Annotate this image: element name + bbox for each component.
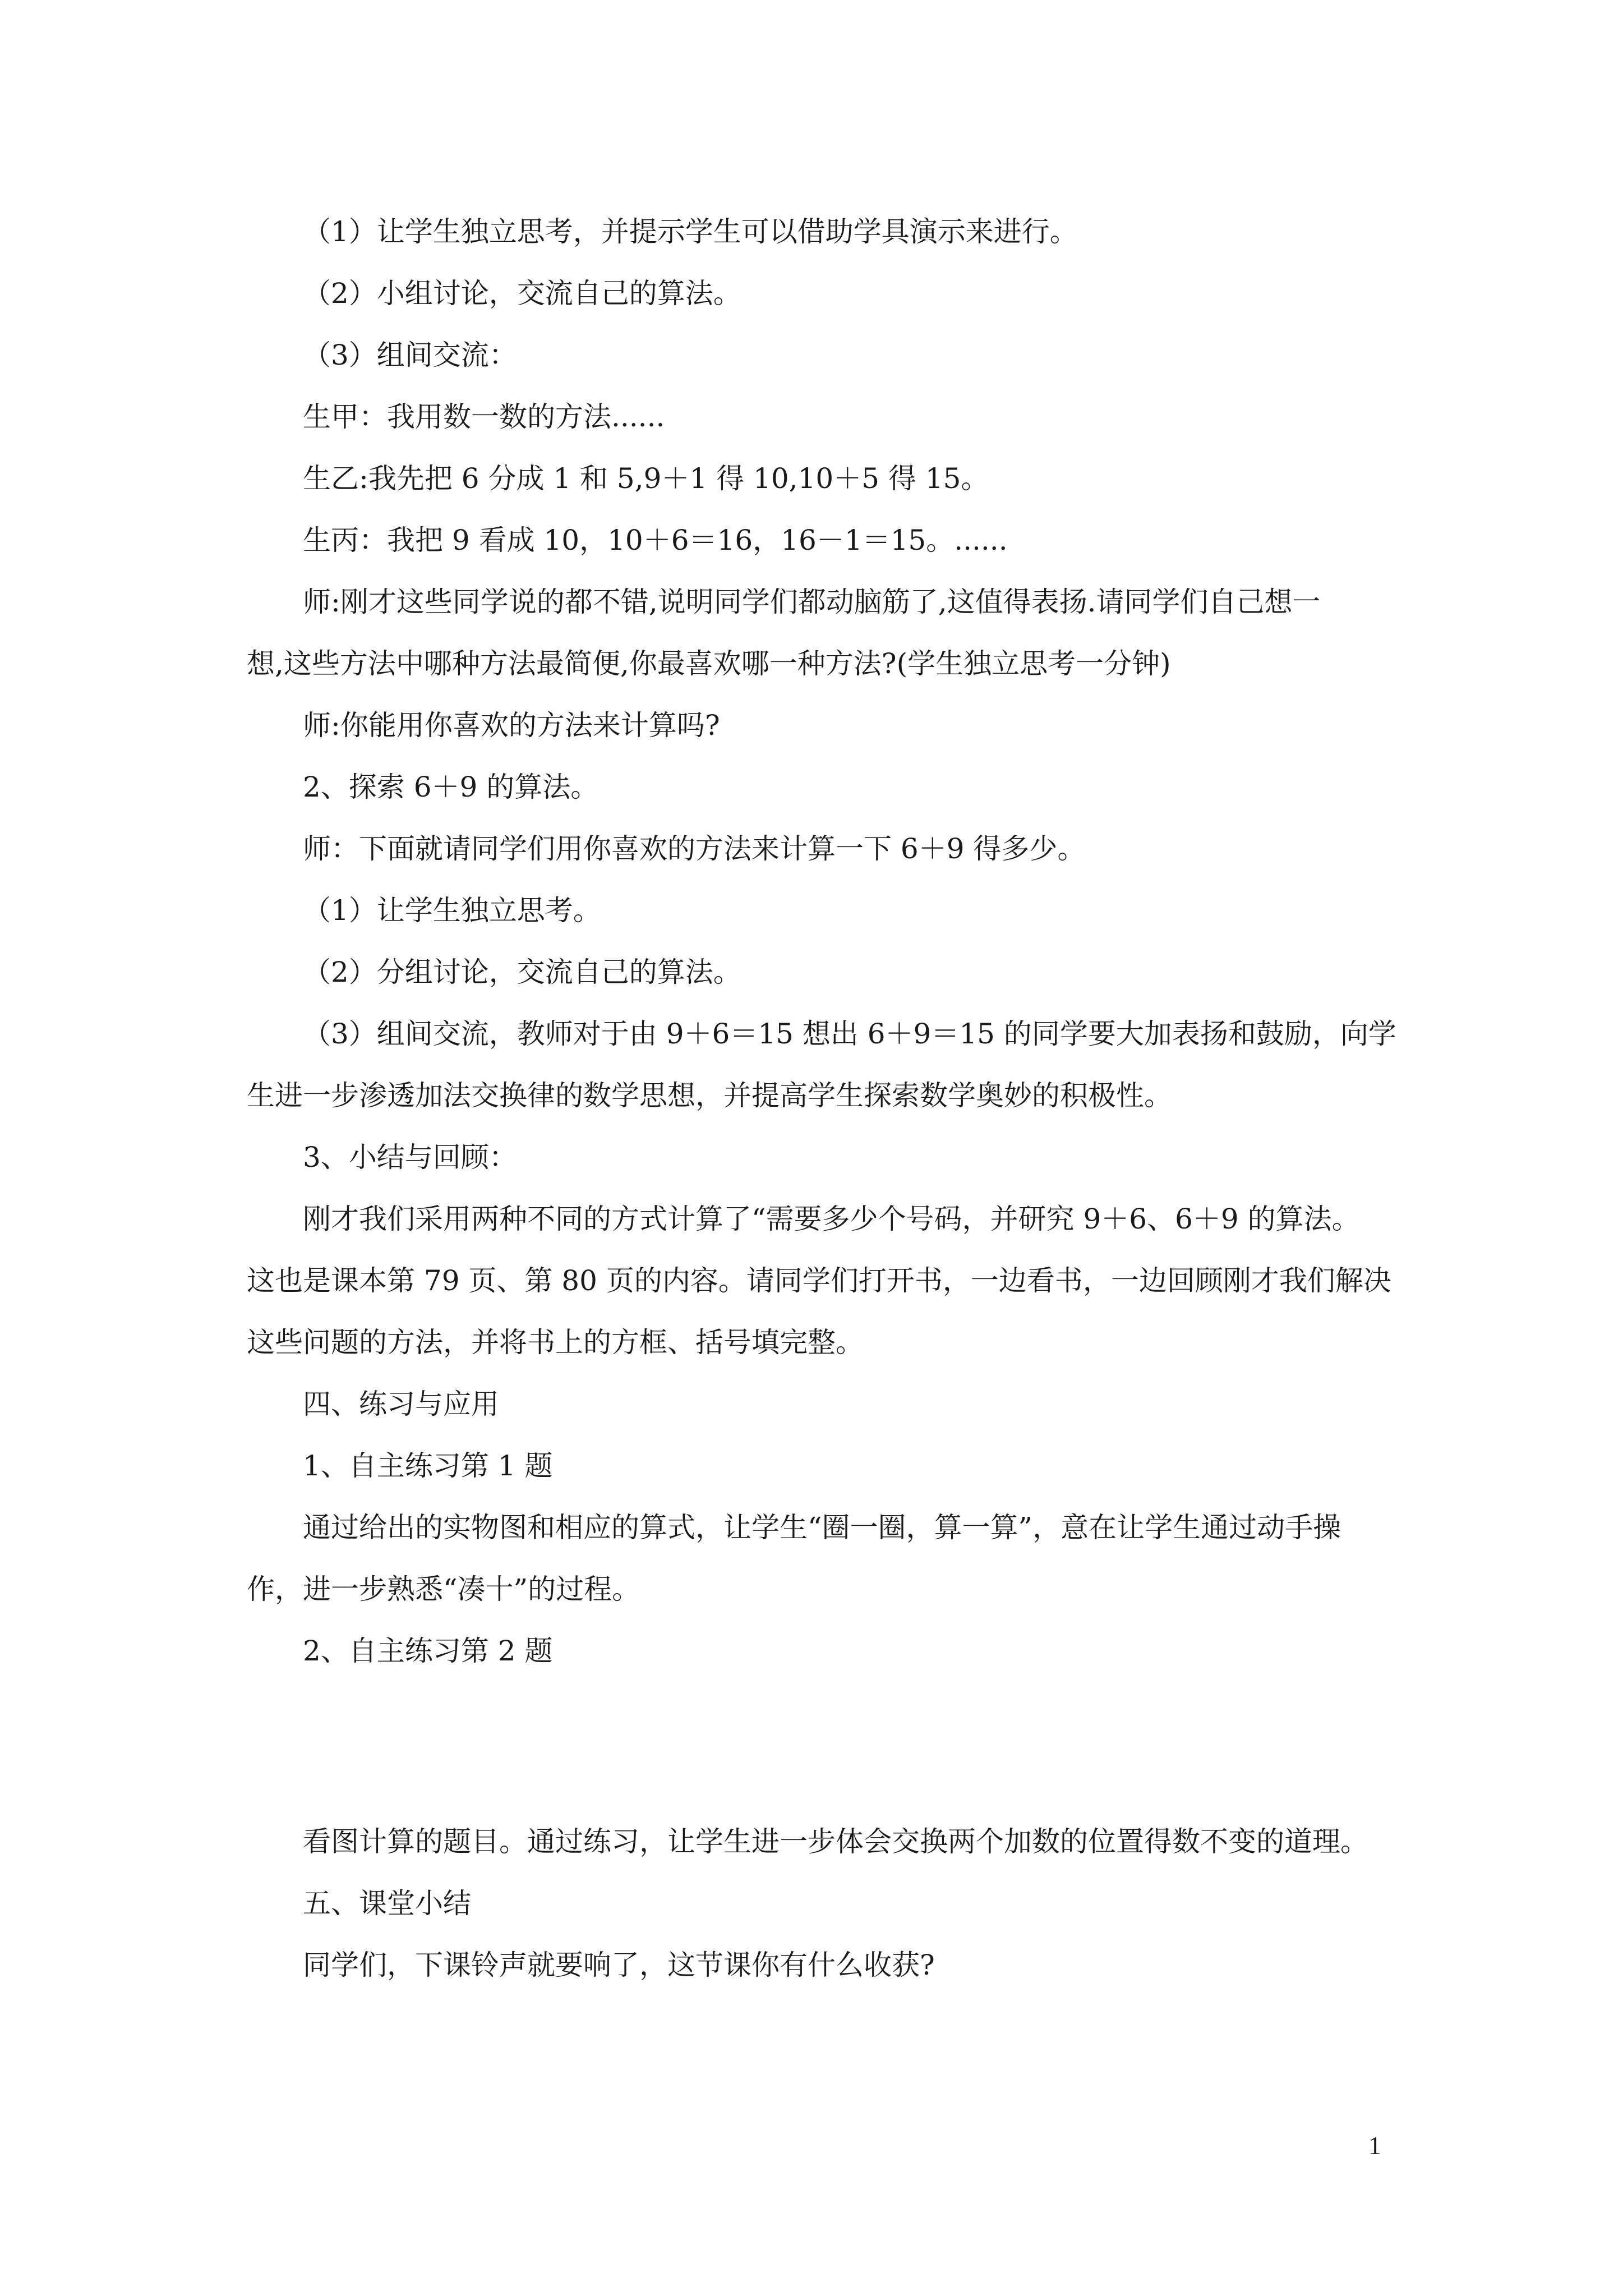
text-line: 师：下面就请同学们用你喜欢的方法来计算一下 6＋9 得多少。 (303, 832, 1086, 865)
section-heading: 五、课堂小结 (303, 1887, 471, 1920)
text-line: 师:刚才这些同学说的都不错,说明同学们都动脑筋了,这值得表扬.请同学们自己想一 (303, 586, 1321, 618)
text-line: 这也是课本第 79 页、第 80 页的内容。请同学们打开书，一边看书，一边回顾刚才我们解决 (247, 1264, 1391, 1297)
page-number: 1 (1368, 2131, 1381, 2160)
text-line: 2、探索 6＋9 的算法。 (303, 771, 599, 803)
text-line: 师:你能用你喜欢的方法来计算吗? (303, 709, 720, 742)
text-line: 生丙：我把 9 看成 10，10＋6＝16，16－1＝15。...... (303, 524, 1008, 556)
text-line: （1）让学生独立思考，并提示学生可以借助学具演示来进行。 (303, 215, 1078, 248)
text-line: 这些问题的方法，并将书上的方框、括号填完整。 (247, 1326, 864, 1359)
text-line: 刚才我们采用两种不同的方式计算了“需要多少个号码，并研究 9＋6、6＋9 的算法。 (303, 1203, 1360, 1235)
text-line: （2）小组讨论，交流自己的算法。 (303, 277, 741, 310)
text-line: （3）组间交流： (303, 339, 517, 371)
text-line: （3）组间交流，教师对于由 9＋6＝15 想出 6＋9＝15 的同学要大加表扬和鼓励，向学 (303, 1018, 1396, 1050)
text-line: 生进一步渗透加法交换律的数学思想，并提高学生探索数学奥妙的积极性。 (247, 1079, 1172, 1112)
text-line: 看图计算的题目。通过练习，让学生进一步体会交换两个加数的位置得数不变的道理。 (303, 1825, 1368, 1858)
text-line: 作，进一步熟悉“凑十”的过程。 (247, 1573, 640, 1605)
text-line: 3、小结与回顾： (303, 1141, 517, 1174)
text-line: 生乙:我先把 6 分成 1 和 5,9＋1 得 10,10＋5 得 15。 (303, 462, 989, 495)
text-line: 通过给出的实物图和相应的算式，让学生“圈一圈，算一算”，意在让学生通过动手操 (303, 1511, 1341, 1544)
text-line: （1）让学生独立思考。 (303, 894, 601, 927)
text-line: 想,这些方法中哪种方法最简便,你最喜欢哪一种方法?(学生独立思考一分钟) (247, 647, 1171, 680)
text-line: 2、自主练习第 2 题 (303, 1635, 553, 1667)
text-line: （2）分组讨论，交流自己的算法。 (303, 956, 741, 988)
section-heading: 四、练习与应用 (303, 1388, 499, 1420)
text-line: 1、自主练习第 1 题 (303, 1450, 553, 1482)
text-line: 同学们，下课铃声就要响了，这节课你有什么收获? (303, 1949, 935, 1981)
text-line: 生甲：我用数一数的方法...... (303, 401, 665, 433)
